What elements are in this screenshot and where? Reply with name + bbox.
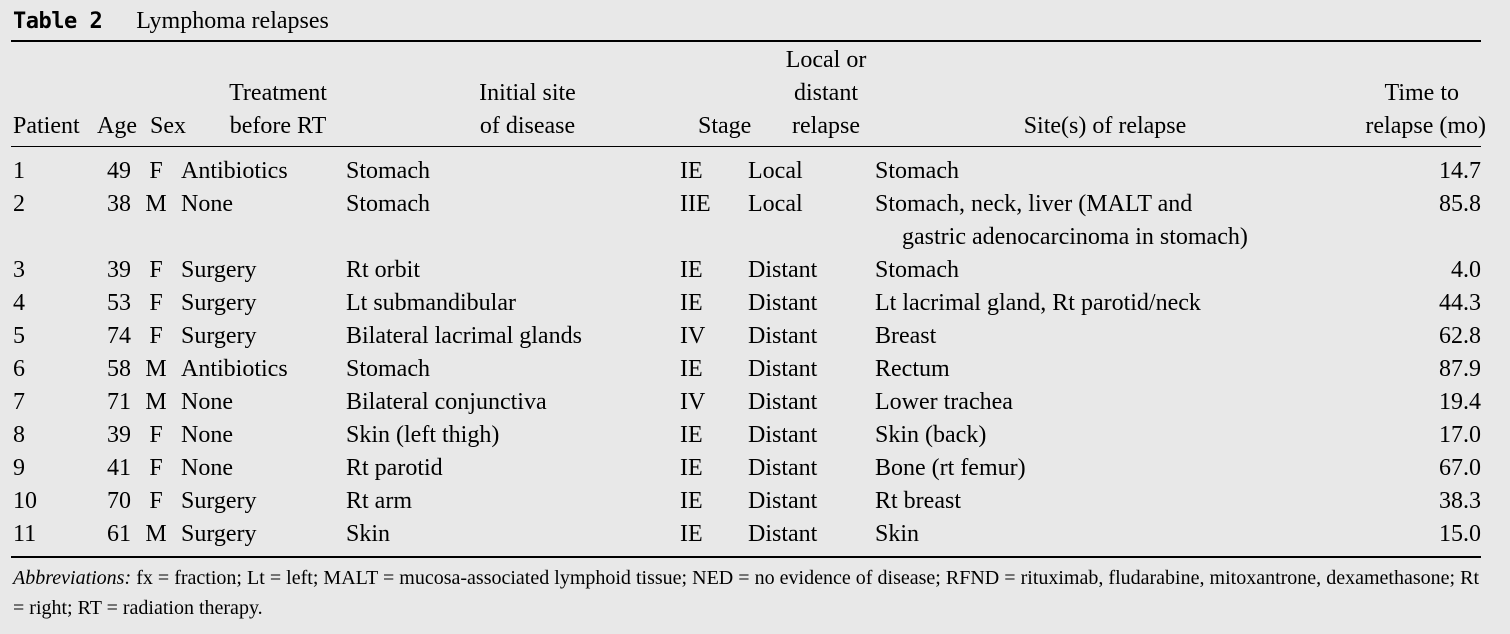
cell-sex: F <box>149 158 163 184</box>
cell-patient: 8 <box>13 422 25 448</box>
cell-sex: M <box>145 521 167 547</box>
header-treatment: Treatment before RT <box>229 80 327 139</box>
cell-time: 19.4 <box>1439 389 1481 415</box>
cell-time: 14.7 <box>1439 158 1481 184</box>
bottom-rule <box>11 556 1481 558</box>
cell-initial-site: Rt parotid <box>346 455 443 481</box>
cell-patient: 6 <box>13 356 25 382</box>
cell-stage: IE <box>680 422 703 448</box>
relapse-site-line: Lower trachea <box>875 389 1013 415</box>
cell-sex: M <box>145 356 167 382</box>
cell-treatment: None <box>181 455 233 481</box>
cell-stage: IV <box>680 323 706 349</box>
cell-age: 74 <box>107 323 131 349</box>
relapse-table <box>11 155 1481 551</box>
cell-relapse-sites <box>875 419 1355 452</box>
cell-treatment: Surgery <box>181 488 257 514</box>
table-row <box>11 155 1481 188</box>
cell-relapse-type: Distant <box>748 488 818 514</box>
header-relapse-type: Local or distant relapse <box>785 47 867 139</box>
cell-treatment: None <box>181 191 233 217</box>
cell-stage: IV <box>680 389 706 415</box>
cell-initial-site: Stomach <box>346 356 430 382</box>
cell-initial-site: Bilateral lacrimal glands <box>346 323 582 349</box>
cell-age: 39 <box>107 422 131 448</box>
cell-patient: 5 <box>13 323 25 349</box>
cell-treatment: Surgery <box>181 323 257 349</box>
cell-treatment: Antibiotics <box>181 356 288 382</box>
footnote-label: Abbreviations: <box>13 567 132 589</box>
table-row <box>11 452 1481 485</box>
cell-relapse-type: Distant <box>748 455 818 481</box>
cell-relapse-sites <box>875 320 1355 353</box>
cell-relapse-type: Distant <box>748 257 818 283</box>
cell-age: 61 <box>107 521 131 547</box>
table-row <box>11 188 1481 254</box>
cell-relapse-type: Distant <box>748 290 818 316</box>
cell-initial-site: Stomach <box>346 158 430 184</box>
header-age: Age <box>97 113 137 139</box>
table-caption <box>13 7 329 35</box>
header-relapse-sites: Site(s) of relapse <box>1023 113 1187 139</box>
table-label: Table 2 <box>13 8 103 34</box>
cell-stage: IE <box>680 158 703 184</box>
cell-time: 87.9 <box>1439 356 1481 382</box>
relapse-site-line: Rectum <box>875 356 950 382</box>
cell-patient: 7 <box>13 389 25 415</box>
header-rule <box>11 146 1481 147</box>
cell-treatment: Antibiotics <box>181 158 288 184</box>
cell-stage: IIE <box>680 191 711 217</box>
cell-time: 17.0 <box>1439 422 1481 448</box>
cell-initial-site: Rt arm <box>346 488 412 514</box>
cell-sex: F <box>149 488 163 514</box>
table-row <box>11 419 1481 452</box>
cell-age: 71 <box>107 389 131 415</box>
top-rule <box>11 40 1481 42</box>
cell-stage: IE <box>680 488 703 514</box>
cell-initial-site: Skin (left thigh) <box>346 422 500 448</box>
table-row <box>11 287 1481 320</box>
cell-time: 38.3 <box>1439 488 1481 514</box>
cell-age: 53 <box>107 290 131 316</box>
cell-time: 67.0 <box>1439 455 1481 481</box>
cell-time: 85.8 <box>1439 191 1481 217</box>
cell-sex: F <box>149 323 163 349</box>
relapse-site-line: Stomach <box>875 257 959 283</box>
cell-patient: 3 <box>13 257 25 283</box>
cell-treatment: None <box>181 422 233 448</box>
cell-relapse-sites <box>875 452 1355 485</box>
relapse-site-line: Breast <box>875 323 937 349</box>
relapse-site-line: Stomach, neck, liver (MALT and <box>875 191 1193 217</box>
relapse-site-line: Lt lacrimal gland, Rt parotid/neck <box>875 290 1201 316</box>
relapse-site-line: gastric adenocarcinoma in stomach) <box>902 224 1248 250</box>
header-stage: Stage <box>698 113 752 139</box>
cell-initial-site: Lt submandibular <box>346 290 516 316</box>
cell-time: 62.8 <box>1439 323 1481 349</box>
cell-age: 70 <box>107 488 131 514</box>
table-row <box>11 353 1481 386</box>
cell-treatment: Surgery <box>181 257 257 283</box>
cell-relapse-sites <box>875 254 1355 287</box>
cell-age: 49 <box>107 158 131 184</box>
cell-relapse-type: Distant <box>748 323 818 349</box>
table-row <box>11 518 1481 551</box>
cell-sex: F <box>149 455 163 481</box>
cell-relapse-sites <box>875 287 1355 320</box>
cell-relapse-sites <box>875 155 1355 188</box>
cell-sex: F <box>149 290 163 316</box>
relapse-site-line: Rt breast <box>875 488 961 514</box>
cell-stage: IE <box>680 290 703 316</box>
table-row <box>11 386 1481 419</box>
header-sex: Sex <box>150 113 186 139</box>
cell-treatment: Surgery <box>181 521 257 547</box>
cell-relapse-type: Local <box>748 191 803 217</box>
cell-sex: M <box>145 191 167 217</box>
cell-treatment: None <box>181 389 233 415</box>
table-title: Lymphoma relapses <box>136 7 329 34</box>
cell-age: 41 <box>107 455 131 481</box>
cell-relapse-type: Distant <box>748 356 818 382</box>
cell-sex: F <box>149 257 163 283</box>
cell-sex: M <box>145 389 167 415</box>
cell-age: 39 <box>107 257 131 283</box>
cell-age: 58 <box>107 356 131 382</box>
cell-initial-site: Stomach <box>346 191 430 217</box>
table-row <box>11 485 1481 518</box>
cell-relapse-sites <box>875 485 1355 518</box>
cell-stage: IE <box>680 257 703 283</box>
cell-patient: 2 <box>13 191 25 217</box>
header-patient: Patient <box>13 113 80 139</box>
table-row <box>11 254 1481 287</box>
table-row <box>11 320 1481 353</box>
cell-relapse-type: Distant <box>748 389 818 415</box>
cell-relapse-sites <box>875 518 1355 551</box>
cell-time: 15.0 <box>1439 521 1481 547</box>
relapse-site-line: Skin <box>875 521 920 547</box>
cell-relapse-sites <box>875 386 1355 419</box>
cell-initial-site: Skin <box>346 521 391 547</box>
cell-relapse-type: Distant <box>748 422 818 448</box>
cell-relapse-sites <box>875 353 1355 386</box>
cell-relapse-type: Local <box>748 158 803 184</box>
cell-patient: 4 <box>13 290 25 316</box>
cell-patient: 10 <box>13 488 37 514</box>
cell-patient: 1 <box>13 158 25 184</box>
cell-relapse-type: Distant <box>748 521 818 547</box>
cell-stage: IE <box>680 455 703 481</box>
cell-age: 38 <box>107 191 131 217</box>
cell-time: 44.3 <box>1439 290 1481 316</box>
cell-patient: 9 <box>13 455 25 481</box>
cell-patient: 11 <box>13 521 37 547</box>
header-initial-site: Initial site of disease <box>479 80 576 139</box>
relapse-site-line: Stomach <box>875 158 959 184</box>
cell-relapse-sites <box>875 188 1355 254</box>
cell-time: 4.0 <box>1451 257 1481 283</box>
relapse-site-line: Bone (rt femur) <box>875 455 1026 481</box>
table-footnote <box>13 563 1479 623</box>
cell-treatment: Surgery <box>181 290 257 316</box>
header-time: Time to relapse (mo) <box>1365 80 1486 139</box>
footnote-text: fx = fraction; Lt = left; MALT = mucosa-associated lymphoid tissue; NED = no evidence of disease; RFND = rituximab, fludarabine, mitoxantrone, dexamethasone; Rt = right; RT = radiation therapy. <box>13 567 1480 619</box>
cell-initial-site: Bilateral conjunctiva <box>346 389 547 415</box>
cell-stage: IE <box>680 356 703 382</box>
cell-stage: IE <box>680 521 703 547</box>
relapse-site-line: Skin (back) <box>875 422 987 448</box>
cell-initial-site: Rt orbit <box>346 257 421 283</box>
cell-sex: F <box>149 422 163 448</box>
